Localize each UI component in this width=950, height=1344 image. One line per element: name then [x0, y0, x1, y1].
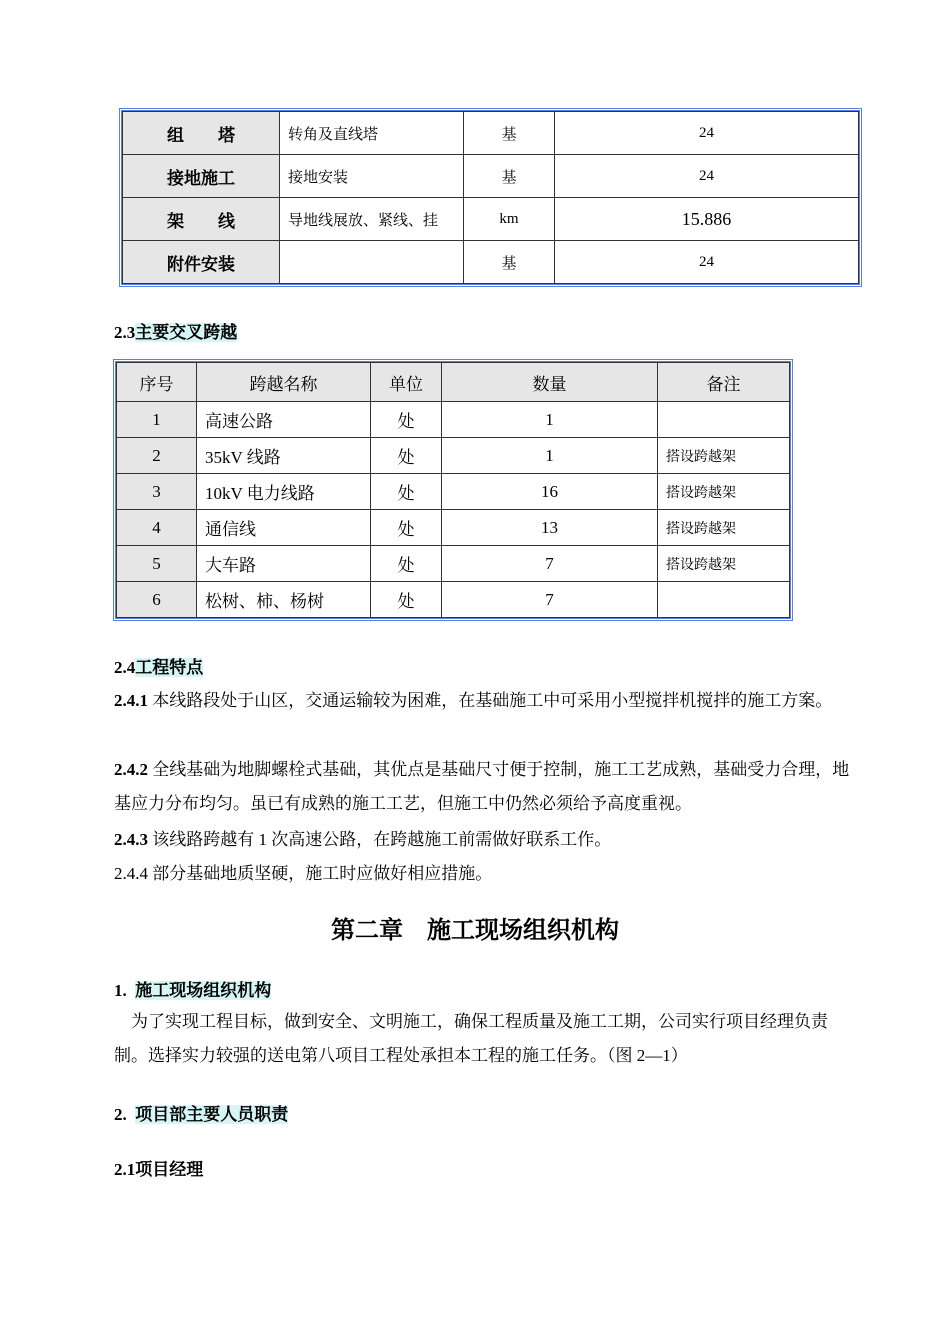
qty-cell: 1 [442, 402, 658, 438]
content-cell: 接地安装 [280, 155, 464, 198]
paragraph-number: 2.4.2 [114, 760, 148, 779]
no-cell: 4 [117, 510, 197, 546]
paragraph-2-4-4: 2.4.4 部分基础地质坚硬，施工时应做好相应措施。 [114, 864, 493, 883]
name-cell: 通信线 [197, 510, 371, 546]
unit-cell: 处 [371, 546, 442, 582]
note-cell [658, 582, 790, 618]
paragraph-text: 该线路跨越有 1 次高速公路，在跨越施工前需做好联系工作。 [148, 830, 612, 849]
section-title: 项目部主要人员职责 [135, 1105, 289, 1124]
section-heading-2-3 [114, 318, 237, 343]
unit-cell: 处 [371, 582, 442, 618]
section-heading-2 [114, 1100, 288, 1125]
chapter-title: 第二章 施工现场组织机构 [331, 915, 619, 944]
unit-cell: km [464, 198, 555, 241]
content-cell [280, 241, 464, 284]
paragraph-text: 全线基础为地脚螺栓式基础，其优点是基础尺寸便于控制，施工工艺成熟，基础受力合理，地基应力分布均匀。虽已有成熟的施工工艺，但施工中仍然必须给予高度重视。 [114, 760, 850, 813]
qty-cell: 15.886 [555, 198, 859, 241]
no-cell: 5 [117, 546, 197, 582]
paragraph-2-4-3 [114, 823, 859, 857]
qty-cell: 24 [555, 112, 859, 155]
unit-cell: 处 [371, 438, 442, 474]
section-heading-1 [114, 976, 271, 1001]
table-row [123, 241, 859, 284]
content-cell: 转角及直线塔 [280, 112, 464, 155]
no-cell: 6 [117, 582, 197, 618]
note-cell: 搭设跨越架 [658, 510, 790, 546]
name-cell: 35kV 线路 [197, 438, 371, 474]
table-row [117, 474, 790, 510]
qty-cell: 24 [555, 155, 859, 198]
paragraph-number: 2.4.3 [114, 830, 148, 849]
qty-cell: 24 [555, 241, 859, 284]
section-heading-2-1 [114, 1155, 203, 1180]
note-cell: 搭设跨越架 [658, 546, 790, 582]
no-cell: 3 [117, 474, 197, 510]
name-cell: 松树、柿、杨树 [197, 582, 371, 618]
item-cell: 组 塔 [123, 112, 280, 155]
note-cell: 搭设跨越架 [658, 474, 790, 510]
paragraph-2-4-1 [114, 684, 859, 718]
item-cell: 架 线 [123, 198, 280, 241]
item-cell: 附件安装 [123, 241, 280, 284]
content-cell: 导地线展放、紧线、挂 [280, 198, 464, 241]
table-row [123, 155, 859, 198]
section-heading-2-4 [114, 653, 203, 678]
no-cell: 2 [117, 438, 197, 474]
table-row [123, 112, 859, 155]
section-title: 主要交叉跨越 [135, 323, 238, 342]
section-title: 施工现场组织机构 [135, 981, 272, 1000]
name-cell: 大车路 [197, 546, 371, 582]
item-cell: 接地施工 [123, 155, 280, 198]
header-qty: 数量 [442, 363, 658, 402]
table-row [117, 510, 790, 546]
qty-cell: 16 [442, 474, 658, 510]
section-title: 工程特点 [135, 658, 204, 677]
unit-cell: 处 [371, 402, 442, 438]
section-number: 1. [114, 981, 127, 1000]
note-cell [658, 402, 790, 438]
table-header-row [117, 363, 790, 402]
section-number: 2.3 [114, 323, 136, 342]
section-number: 2.4 [114, 658, 136, 677]
work-quantity-table [122, 111, 859, 284]
paragraph-number: 2.4.1 [114, 691, 148, 710]
header-name: 跨越名称 [197, 363, 371, 402]
unit-cell: 基 [464, 112, 555, 155]
table-row [117, 582, 790, 618]
table-row [117, 402, 790, 438]
qty-cell: 7 [442, 546, 658, 582]
header-unit: 单位 [371, 363, 442, 402]
table-row [117, 546, 790, 582]
paragraph-text: 本线路段处于山区，交通运输较为困难，在基础施工中可采用小型搅拌机搅拌的施工方案。 [148, 691, 833, 710]
section-number: 2. [114, 1105, 127, 1124]
crossing-table [116, 362, 790, 618]
qty-cell: 7 [442, 582, 658, 618]
paragraph-org: 为了实现工程目标，做到安全、文明施工，确保工程质量及施工工期，公司实行项目经理负责制。选择实力较强的送电第八项目工程处承担本工程的施工任务。（图 2—1） [114, 1012, 828, 1065]
name-cell: 高速公路 [197, 402, 371, 438]
header-no: 序号 [117, 363, 197, 402]
unit-cell: 基 [464, 241, 555, 284]
qty-cell: 1 [442, 438, 658, 474]
section-title: 项目经理 [135, 1160, 204, 1179]
unit-cell: 处 [371, 510, 442, 546]
unit-cell: 处 [371, 474, 442, 510]
paragraph-2-4-2 [114, 753, 859, 821]
table-row [117, 438, 790, 474]
note-cell: 搭设跨越架 [658, 438, 790, 474]
section-number: 2.1 [114, 1160, 136, 1179]
name-cell: 10kV 电力线路 [197, 474, 371, 510]
table-row [123, 198, 859, 241]
header-note: 备注 [658, 363, 790, 402]
unit-cell: 基 [464, 155, 555, 198]
qty-cell: 13 [442, 510, 658, 546]
no-cell: 1 [117, 402, 197, 438]
